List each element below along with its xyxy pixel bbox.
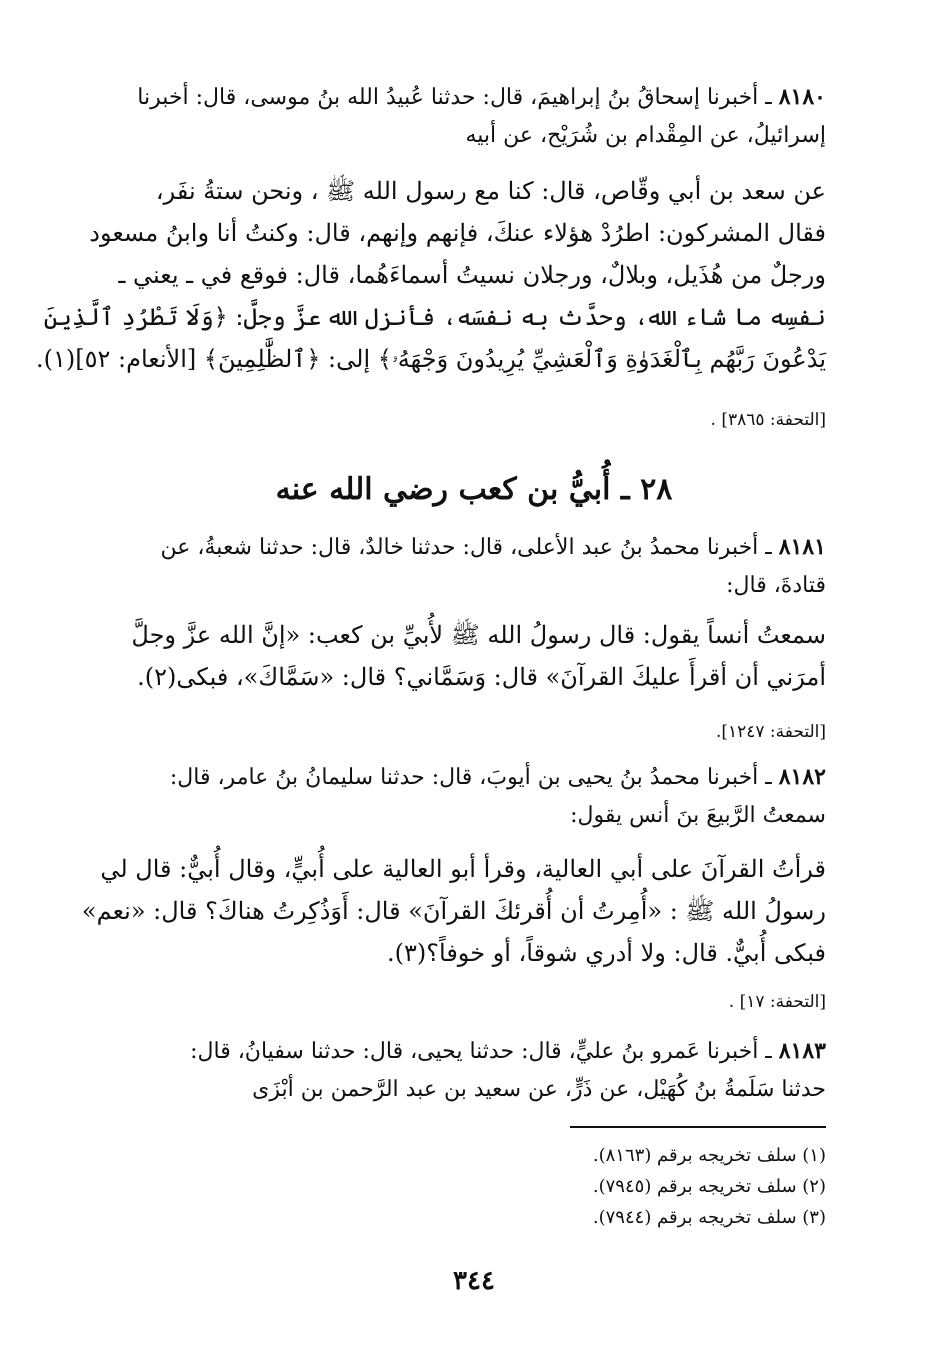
matn-line: سمعتُ أنساً يقول: قال رسولُ الله ﷺ لأُبيِّ بن كعب: «إنَّ الله عزَّ وجلَّ xyxy=(131,621,826,649)
matn-line: نفسِه ما شاء الله، وحدَّث به نفسَه، فأنزل الله عزَّ وجلَّ: ﴿وَلَا تَطْرُدِ ٱلَّذِينَ xyxy=(43,303,826,331)
matn-line: فبكى أُبيٌّ. قال: ولا أدري شوقاً، أو خوفاً؟(٣). xyxy=(387,939,826,967)
matn-line: عن سعد بن أبي وقّاص، قال: كنا مع رسول الله ﷺ ، ونحن ستةُ نفَر، xyxy=(155,177,826,205)
matn-line: يَدْعُونَ رَبَّهُم بِٱلْغَدَوٰةِ وَٱلْعَشِيِّ يُرِيدُونَ وَجْهَهُۥ﴾ إلى: ﴿ٱلظَّٰلِمِينَ﴾ [الأنعام: ٥٢](١). xyxy=(36,345,826,373)
hadith-8180-isnad xyxy=(122,78,826,155)
tuhfa-reference: [التحفة: ١٢٤٧]. xyxy=(715,722,826,742)
hadith-8182-isnad xyxy=(122,758,826,835)
hadith-8181-matn xyxy=(122,614,826,698)
isnad-line: ٨١٨١ ـ أخبرنا محمدُ بنُ عبد الأعلى، قال: حدثنا خالدٌ، قال: حدثنا شعبةُ، عن xyxy=(160,534,826,560)
isnad-line: إسرائيلُ، عن المِقْدام بن شُرَيْح، عن أبيه xyxy=(465,123,826,148)
footnotes xyxy=(446,1140,826,1233)
footnote-item: (٣) سلف تخريجه برقم (٧٩٤٤). xyxy=(592,1207,826,1228)
hadith-number: ٨١٨٠ xyxy=(778,84,826,110)
isnad-line: ٨١٨٣ ـ أخبرنا عَمرو بنُ عليٍّ، قال: حدثنا يحيى، قال: حدثنا سفيانُ، قال: xyxy=(190,1038,826,1064)
matn-line: ورجلٌ من هُذَيل، وبلالٌ، ورجلان نسيتُ أسماءَهُما، قال: فوقع في ـ يعني ـ xyxy=(118,261,826,289)
isnad-line: قتادةَ، قال: xyxy=(726,573,826,598)
hadith-8182-matn xyxy=(81,848,826,974)
tuhfa-reference: [التحفة: ١٧] . xyxy=(728,992,826,1012)
hadith-number: ٨١٨١ xyxy=(778,534,826,560)
footnote-item: (١) سلف تخريجه برقم (٨١٦٣). xyxy=(592,1145,826,1166)
tuhfa-reference: [التحفة: ٣٨٦٥] . xyxy=(710,410,826,430)
isnad-line: حدثنا سَلَمةُ بنُ كُهَيْل، عن ذَرٍّ، عن سعيد بن عبد الرَّحمن بن أبْزَى xyxy=(252,1077,826,1102)
matn-line: أمرَني أن أقرأَ عليكَ القرآنَ» قال: وَسَمَّاني؟ قال: «سَمَّاكَ»، فبكى(٢). xyxy=(137,663,826,691)
isnad-line: ٨١٨٢ ـ أخبرنا محمدُ بنُ يحيى بن أيوبَ، قال: حدثنا سليمانُ بنُ عامر، قال: xyxy=(169,764,826,790)
page-number: ٣٤٤ xyxy=(453,1266,495,1296)
isnad-line: سمعتُ الرَّبيعَ بنَ أنس يقول: xyxy=(570,803,826,828)
hadith-8180-matn xyxy=(36,170,826,380)
hadith-number: ٨١٨٣ xyxy=(778,1038,826,1064)
matn-line: رسولُ الله ﷺ : «أُمِرتُ أن أُقرئكَ القرآنَ» قال: أَوَذُكِرتُ هناكَ؟ قال: «نعم» xyxy=(81,897,826,925)
hadith-8181-isnad xyxy=(122,528,826,605)
chapter-heading: ٢٨ ـ أُبيُّ بن كعب رضي الله عنه xyxy=(275,472,673,507)
footnote-divider xyxy=(570,1126,826,1128)
hadith-number: ٨١٨٢ xyxy=(778,764,826,790)
hadith-8183-isnad xyxy=(122,1032,826,1109)
matn-line: فقال المشركون: اطرُدْ هؤلاء عنكَ، فإنهم وإنهم، قال: وكنتُ أنا وابنُ مسعود xyxy=(89,219,826,247)
footnote-item: (٢) سلف تخريجه برقم (٧٩٤٥). xyxy=(592,1176,826,1197)
isnad-line: ٨١٨٠ ـ أخبرنا إسحاقُ بنُ إبراهيمَ، قال: حدثنا عُبيدُ الله بنُ موسى، قال: أخبرنا xyxy=(137,84,826,110)
matn-line: قرأتُ القرآنَ على أبي العالية، وقرأ أبو العالية على أُبيٍّ، وقال أُبيٌّ: قال لي xyxy=(100,855,826,883)
